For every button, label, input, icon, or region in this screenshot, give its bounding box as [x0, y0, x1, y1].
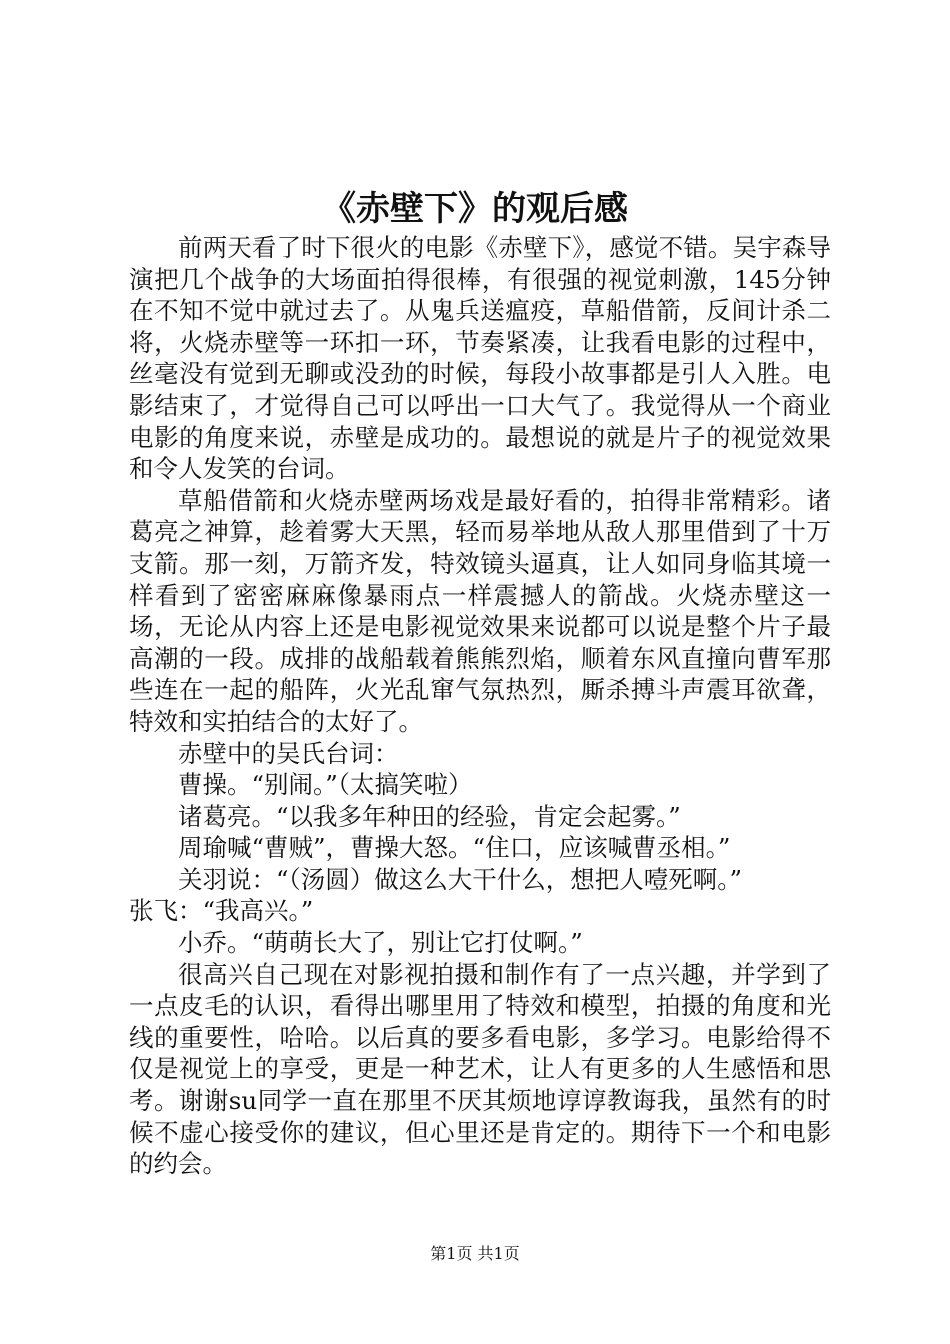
- paragraph-scenes: 草船借箭和火烧赤壁两场戏是最好看的，拍得非常精彩。诸葛亮之神算，趁着雾大天黑，轻而易举地从敌人那里借到了十万支箭。那一刻，万箭齐发，特效镜头逼真，让人如同身临其境一样看到了密密麻麻像暴雨点一样震撼人的箭战。火烧赤壁这一场，无论从内容上还是电影视觉效果来说都可以说是整个片子最高潮的一段。成排的战船载着熊熊烈焰，顺着东风直撞向曹军那些连在一起的船阵，火光乱窜气氛热烈，厮杀搏斗声震耳欲聋，特效和实拍结合的太好了。: [129, 485, 831, 736]
- quote-xiao-qiao: 小乔。“萌萌长大了，别让它打仗啊。”: [178, 928, 583, 958]
- paragraph-intro: 前两天看了时下很火的电影《赤壁下》，感觉不错。吴宇森导演把几个战争的大场面拍得很棒，有很强的视觉刺激，145分钟在不知不觉中就过去了。从鬼兵送瘟疫，草船借箭，反间计杀二将，火烧赤壁等一环扣一环，节奏紧凑，让我看电影的过程中，丝毫没有觉到无聊或没劲的时候，每段小故事都是引人入胜。电影结束了，才觉得自己可以呼出一口大气了。我觉得从一个商业电影的角度来说，赤壁是成功的。最想说的就是片子的视觉效果和令人发笑的台词。: [129, 233, 831, 484]
- quote-cao-cao: 曹操。“别闹。”（太搞笑啦）: [178, 770, 473, 800]
- paragraph-conclusion: 很高兴自己现在对影视拍摄和制作有了一点兴趣，并学到了一点皮毛的认识，看得出哪里用了特效和模型，拍摄的角度和光线的重要性，哈哈。以后真的要多看电影，多学习。电影给得不仅是视觉上的享受，更是一种艺术，让人有更多的人生感悟和思考。谢谢su同学一直在那里不厌其烦地谆谆教诲我，虽然有的时候不虚心接受你的建议，但心里还是肯定的。期待下一个和电影的约会。: [129, 959, 831, 1179]
- quote-zhuge-liang: 诸葛亮。“以我多年种田的经验，肯定会起雾。”: [178, 801, 681, 831]
- document-title: 《赤壁下》的观后感: [322, 189, 628, 229]
- quote-zhou-yu: 周瑜喊“曹贼”，曹操大怒。“住口，应该喊曹丞相。”: [178, 833, 731, 863]
- page-footer: 第1页 共1页: [430, 1244, 520, 1263]
- document-body: [129, 232, 831, 1180]
- quote-guan-yu: 关羽说：“（汤圆）做这么大干什么，想把人噎死啊。”: [178, 864, 743, 894]
- paragraph-quotes-heading: 赤壁中的吴氏台词：: [178, 738, 399, 768]
- quote-zhang-fei: 张飞：“我高兴。”: [129, 896, 314, 926]
